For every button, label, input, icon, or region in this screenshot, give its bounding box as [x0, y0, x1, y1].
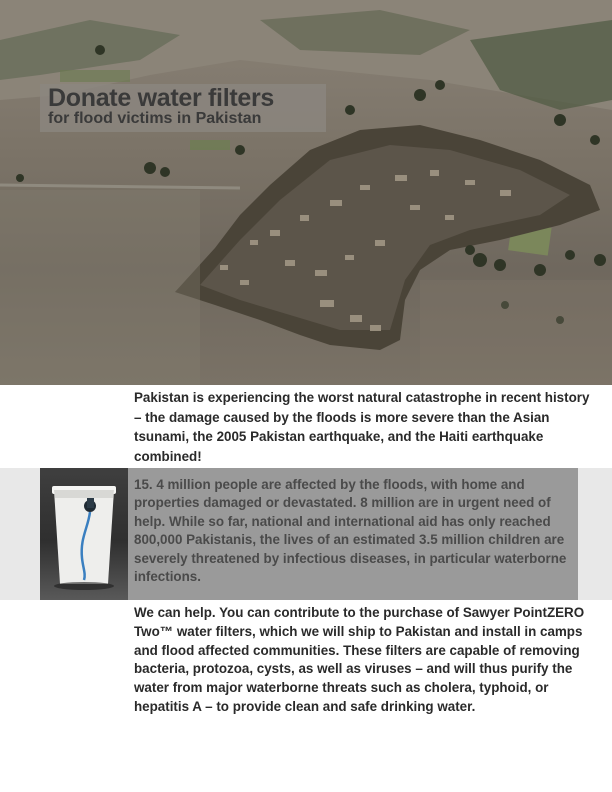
bucket-illustration — [40, 468, 128, 600]
water-filter-bucket-photo — [40, 468, 128, 600]
impact-paragraph: 15. 4 million people are affected by the floods, with home and properties damaged or devastated. 8 million are in urgent need of help. While so far, national and international aid has only reached 800,000 Pakistanis, the lives of an estimated 3.5 million children are severely threatened by infectious diseases, in particular waterborne infections. — [134, 477, 567, 585]
help-paragraph: We can help. You can contribute to the purchase of Sawyer PointZERO Two™ water filters, which we will ship to Pakistan and install in camps and flood affected communities. These filters are capable of removing bacteria, protozoa, cysts, as well as viruses – and will thus purify the water from major waterborne threats such as cholera, typhoid, or hepatitis A – to provide clean and safe drinking water. — [134, 605, 585, 714]
flood-scene-illustration — [0, 0, 612, 385]
page-subtitle: for flood victims in Pakistan — [48, 110, 262, 127]
flood-aerial-photo — [0, 0, 612, 385]
page-title: Donate water filters — [48, 84, 275, 112]
intro-paragraph: Pakistan is experiencing the worst natural catastrophe in recent history – the damage caused by the floods is more severe than the Asian tsunami, the 2005 Pakistan earthquake, and the Haiti earthquake combined! — [134, 390, 590, 464]
